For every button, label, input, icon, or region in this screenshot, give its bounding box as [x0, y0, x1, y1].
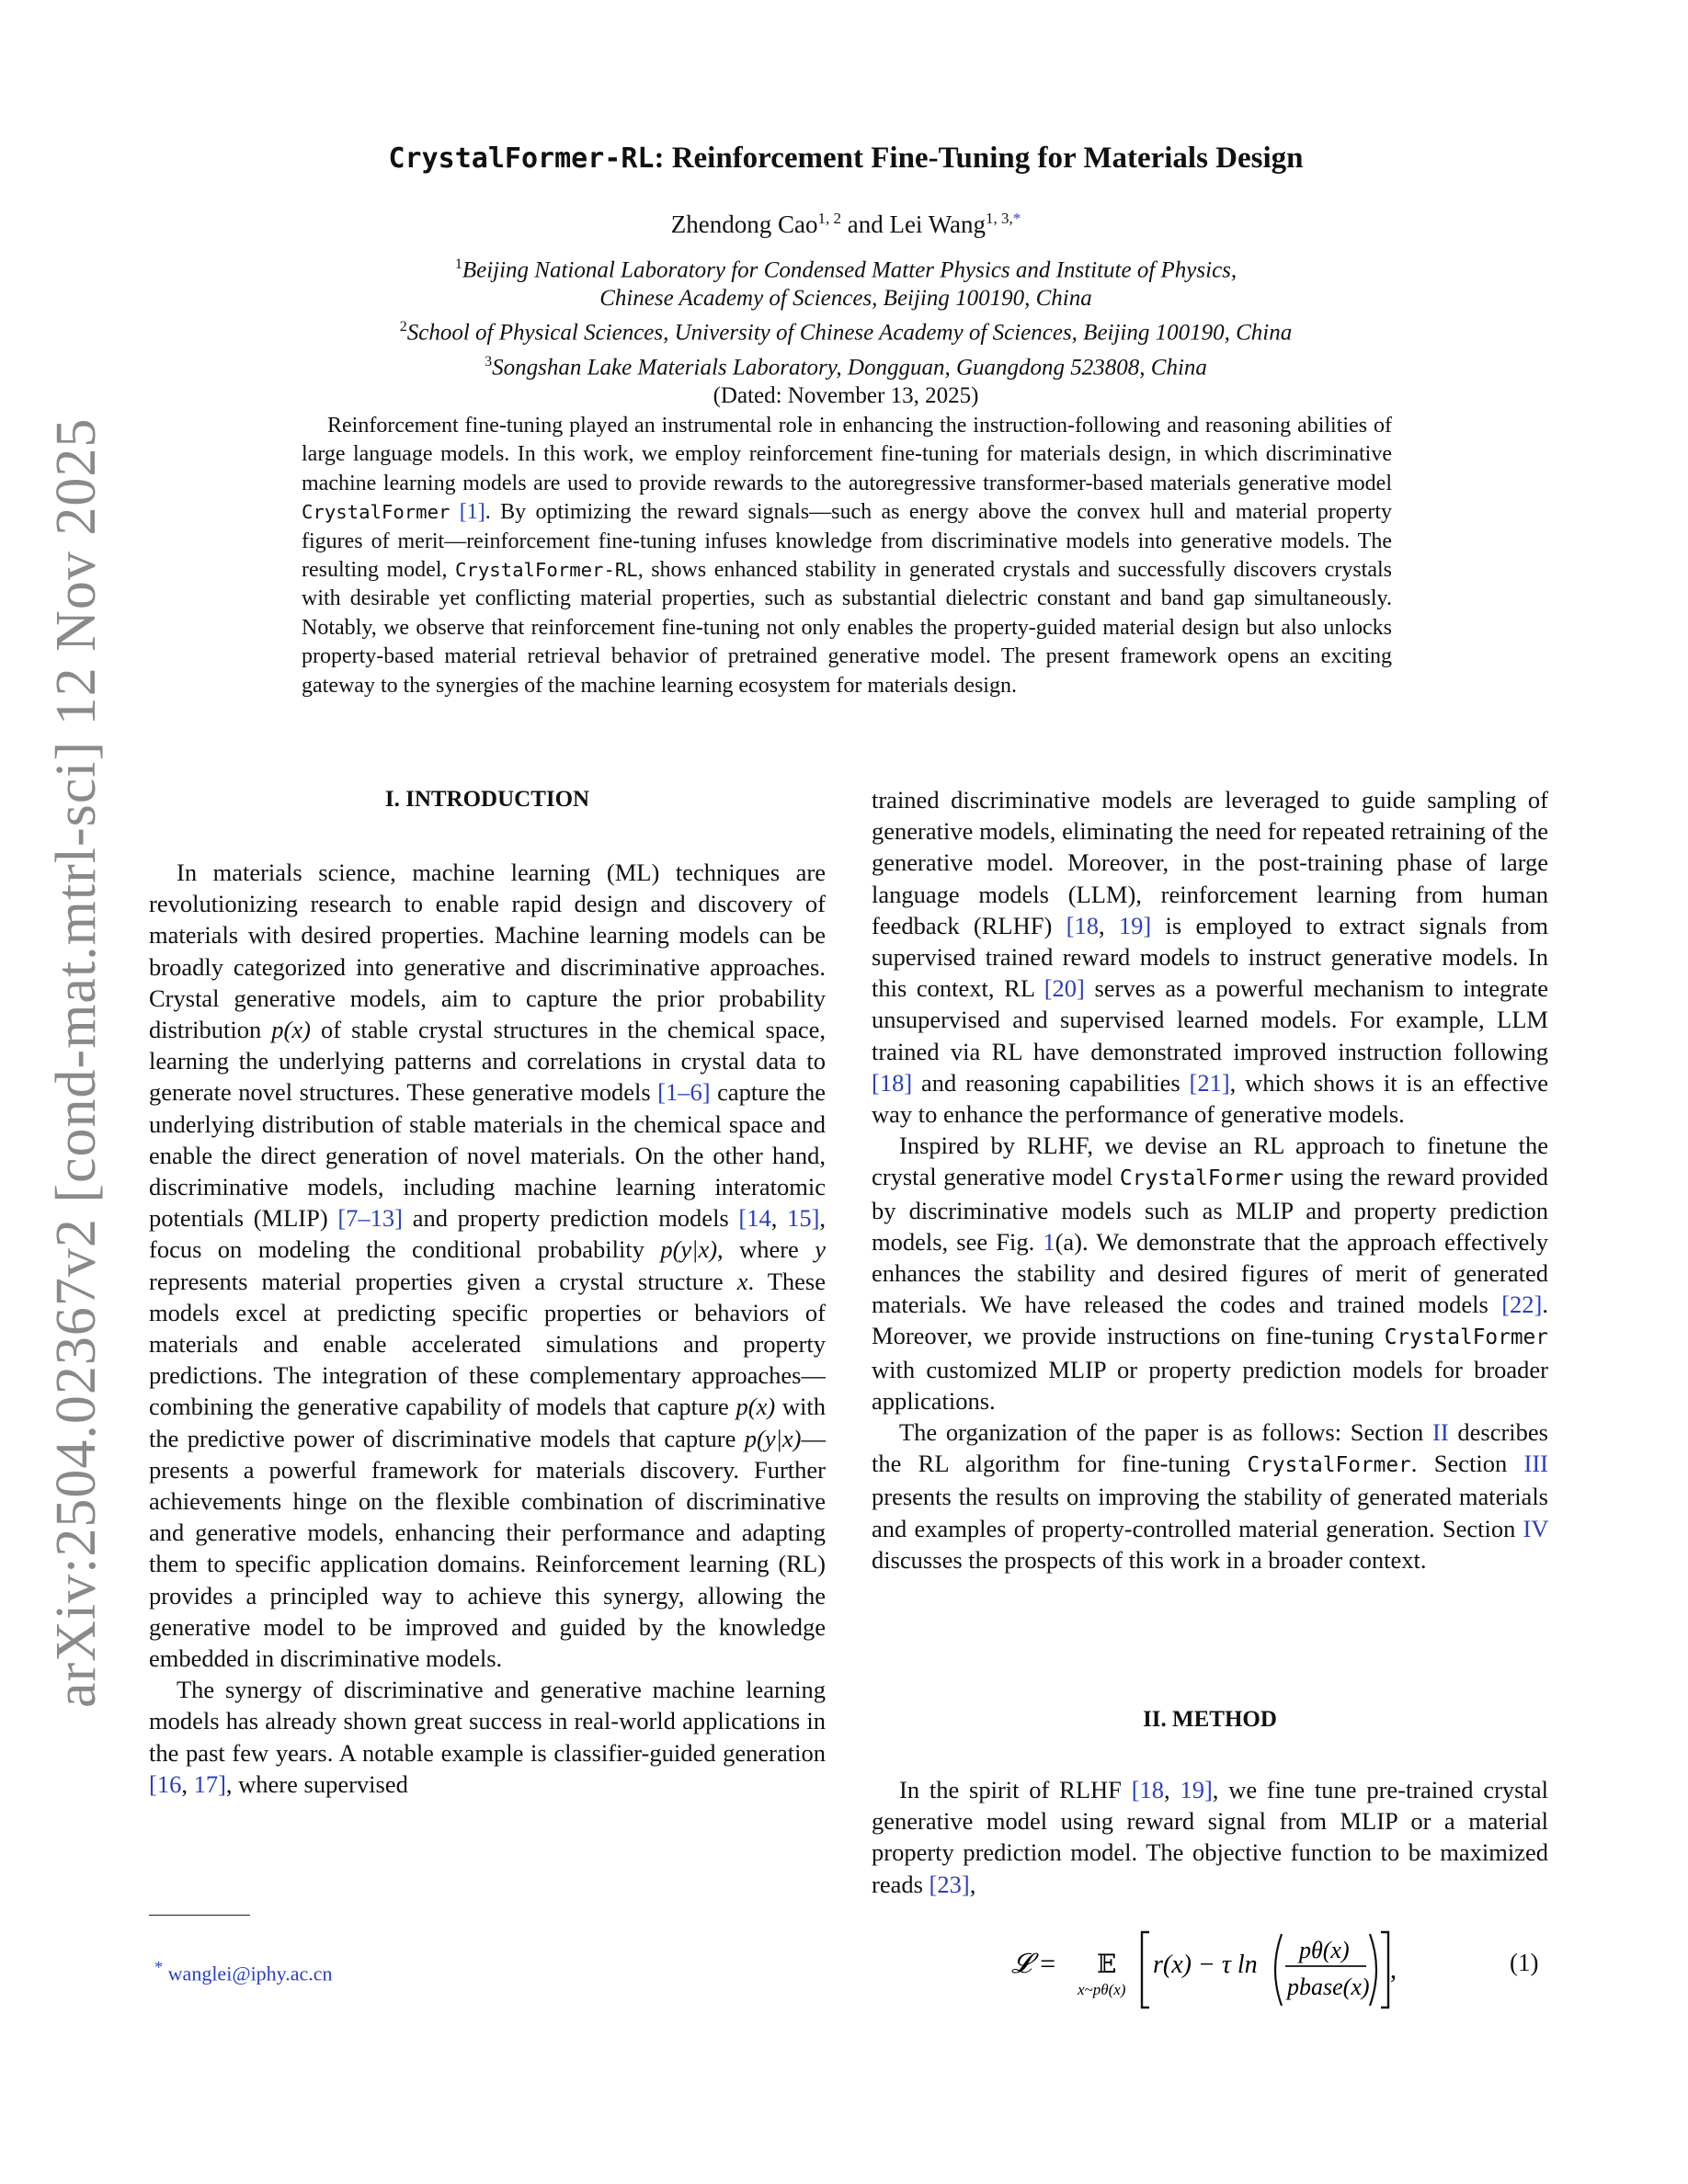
footnote-star: * — [154, 1958, 164, 1976]
abstract-text-2: . By optimizing the reward signals—such as energy above the convex hull and material property figures of merit—reinforcement fine-tuning infuses knowledge from discriminative models into generative models. The resulting model, — [302, 500, 1392, 583]
affil-3: Songshan Lake Materials Laboratory, Dongguan, Guangdong 523808, China — [492, 354, 1207, 380]
ref-link-19c[interactable]: 19] — [1180, 1776, 1213, 1803]
ref-link-14[interactable]: [14 — [738, 1204, 771, 1233]
affil-1-cont: Chinese Academy of Sciences, Beijing 100190, China — [599, 286, 1092, 312]
intro-paragraph-4: The organization of the paper is as follows: Section II describes the RL algorithm for fine-tuning CrystalFormer. Section III presents the results on improving the stability of generated materials and examples of property-controlled material generation. Section IV discusses the prospects of this work in a broader context. — [872, 1418, 1548, 1574]
affil-1: Beijing National Laboratory for Condensed Matter Physics and Institute of Physics, — [462, 257, 1237, 283]
eq-denominator: pbase(x) — [1287, 1974, 1370, 2000]
title-rest: : Reinforcement Fine-Tuning for Materials Design — [654, 142, 1304, 175]
author-2-affil: 1, 3, — [986, 210, 1013, 227]
eq-expectation-sub: x~pθ(x) — [1078, 1981, 1126, 1998]
eq-lhs: 𝓛 = — [1011, 1949, 1057, 1979]
fig-1-link[interactable]: 1 — [1043, 1227, 1055, 1256]
title-model-name: CrystalFormer-RL — [388, 142, 655, 175]
section-heading-method: II. METHOD — [1143, 1707, 1277, 1732]
ref-link-16[interactable]: [16 — [149, 1769, 182, 1798]
eq-tail: , — [1390, 1956, 1397, 1985]
eq-paren-right — [1370, 1934, 1376, 2006]
ref-link-1[interactable]: [1] — [459, 500, 485, 525]
ref-link-23[interactable]: [23] — [929, 1870, 970, 1898]
intro-left-column — [149, 857, 826, 1800]
ref-link-18c[interactable]: [18 — [1131, 1776, 1165, 1803]
author-and: and — [847, 210, 884, 238]
section-heading-introduction: I. INTRODUCTION — [384, 787, 590, 812]
author-list — [239, 210, 1453, 239]
intro-paragraph-3: Inspired by RLHF, we devise an RL approach to finetune the crystal generative model CrystalFormer using the reward provided by discriminative models such as MLIP and property prediction models, see Fig. 1(a). We demonstrate that the approach effectively enhances the stability and desired figures of merit of generated materials. We have released the codes and trained models [22]. Moreover, we provide instructions on fine-tuning CrystalFormer with customized MLIP or property prediction models for broader applications. — [872, 1132, 1548, 1415]
footnote-rule — [149, 1915, 250, 1916]
author-1-affil: 1, 2 — [817, 210, 841, 227]
ref-link-1-6[interactable]: [1–6] — [657, 1078, 711, 1107]
abstract-text-1: Reinforcement fine-tuning played an instrumental role in enhancing the instruction-following and reasoning abilities of large language models. In this work, we employ reinforcement fine-tuning for materials design, in which discriminative machine learning models are used to provide rewards to the autoregressive transformer-based materials generative model — [302, 414, 1392, 495]
method-paragraph-1: In the spirit of RLHF [18, 19], we fine tune pre-trained crystal generative model using reward signal from MLIP or a material property prediction model. The objective function to be maximized reads [23], — [872, 1776, 1548, 1898]
section-4-link[interactable]: IV — [1523, 1514, 1548, 1542]
dated: (Dated: November 13, 2025) — [713, 382, 979, 408]
abstract — [302, 412, 1392, 700]
intro-paragraph-2: The synergy of discriminative and generative machine learning models has already shown great success in real-world applications in the past few years. A notable example is classifier-guided generation [16, 17], where supervised — [149, 1676, 826, 1798]
equation-number: (1) — [1510, 1949, 1539, 1976]
affil-3-num: 3 — [485, 353, 493, 370]
eq-body: r(x) − τ ln — [1153, 1951, 1258, 1979]
affil-1-num: 1 — [454, 256, 462, 272]
eq-bracket-left — [1142, 1932, 1149, 2008]
eq-expectation: 𝔼 — [1097, 1949, 1117, 1979]
ref-link-20[interactable]: [20] — [1044, 974, 1085, 1003]
intro-paragraph-2-cont: trained discriminative models are leveraged to guide sampling of generative models, eliminating the need for repeated retraining of the generative model. Moreover, in the post-training phase of large language models (LLM), reinforcement learning from human feedback (RLHF) [18, 19] is employed to extract signals from supervised trained reward models to instruct generative models. In this context, RL [20] serves as a powerful mechanism to integrate unsupervised and supervised learned models. For example, LLM trained via RL have demonstrated improved instruction following [18] and reasoning capabilities [21], which shows it is an effective way to enhance the performance of generative models. — [872, 786, 1549, 1129]
email-link[interactable]: wanglei@iphy.ac.cn — [167, 1962, 333, 1985]
author-2: Lei Wang — [889, 210, 986, 238]
section-3-link[interactable]: III — [1523, 1450, 1548, 1478]
footnote — [154, 1958, 333, 1985]
author-1: Zhendong Cao — [670, 210, 818, 238]
abstract-model-name: CrystalFormer — [302, 501, 451, 524]
ref-link-21[interactable]: [21] — [1189, 1068, 1230, 1097]
intro-right-column — [872, 784, 1548, 1575]
eq-paren-left — [1275, 1934, 1282, 2006]
intro-paragraph-1: In materials science, machine learning (ML) techniques are revolutionizing research to enable rapid design and discovery of materials with desired properties. Machine learning models can be broadly categorized into generative and discriminative approaches. Crystal generative models, aim to capture the prior probability distribution p(x) of stable crystal structures in the chemical space, learning the underlying patterns and correlations in crystal data to generate novel structures. These generative models [1–6] capture the underlying distribution of stable materials in the chemical space and enable the direct generation of novel materials. On the other hand, discriminative models, including machine learning interatomic potentials (MLIP) [7–13] and property prediction models [14, 15], focus on modeling the conditional probability p(y|x), where y represents material properties given a crystal structure x. These models excel at predicting specific properties or behaviors of materials and enable accelerated simulations and property predictions. The integration of these complementary approaches—combining the generative capability of models that capture p(x) with the predictive power of discriminative models that capture p(y|x)—presents a powerful framework for materials discovery. Further achievements hinge on the flexible combination of discriminative and generative models, enhancing their performance and adapting them to specific application domains. Reinforcement learning (RL) provides a principled way to achieve this synergy, allowing the generative model to be improved and guided by the knowledge embedded in discriminative models. — [149, 859, 827, 1673]
ref-link-22[interactable]: [22] — [1501, 1291, 1543, 1319]
affil-2-num: 2 — [399, 319, 407, 336]
ref-link-17[interactable]: 17] — [193, 1769, 226, 1798]
equation-1 — [1011, 1919, 1397, 2020]
ref-link-18b[interactable]: [18] — [872, 1068, 913, 1097]
ref-link-7-13[interactable]: [7–13] — [337, 1204, 404, 1233]
eq-bracket-right — [1381, 1932, 1388, 2008]
affiliations — [239, 250, 1453, 410]
section-2-link[interactable]: II — [1432, 1418, 1449, 1447]
abstract-text-3: , shows enhanced stability in generated crystals and successfully discovers crystals with desirable yet conflicting material properties, such as substantial dielectric constant and band gap simultaneously. Notably, we observe that reinforcement fine-tuning not only enables the property-guided material design but also unlocks property-based material retrieval behavior of pretrained generative model. The present framework opens an exciting gateway to the synergies of the machine learning ecosystem for materials design. — [302, 558, 1392, 698]
arxiv-watermark: arXiv:2504.02367v2 [cond-mat.mtrl-sci] 12 Nov 2025 — [45, 417, 108, 1708]
ref-link-15[interactable]: 15] — [787, 1204, 820, 1233]
method-column — [872, 1774, 1548, 1900]
affil-2: School of Physical Sciences, University of Chinese Academy of Sciences, Beijing 100190, China — [406, 320, 1293, 346]
corresponding-author-link[interactable]: * — [1012, 210, 1021, 227]
paper-title — [239, 140, 1453, 177]
abstract-model-name-rl: CrystalFormer-RL — [455, 559, 638, 582]
ref-link-19[interactable]: 19] — [1118, 911, 1152, 939]
eq-numerator: pθ(x) — [1299, 1937, 1350, 1963]
ref-link-18[interactable]: [18 — [1066, 911, 1099, 939]
